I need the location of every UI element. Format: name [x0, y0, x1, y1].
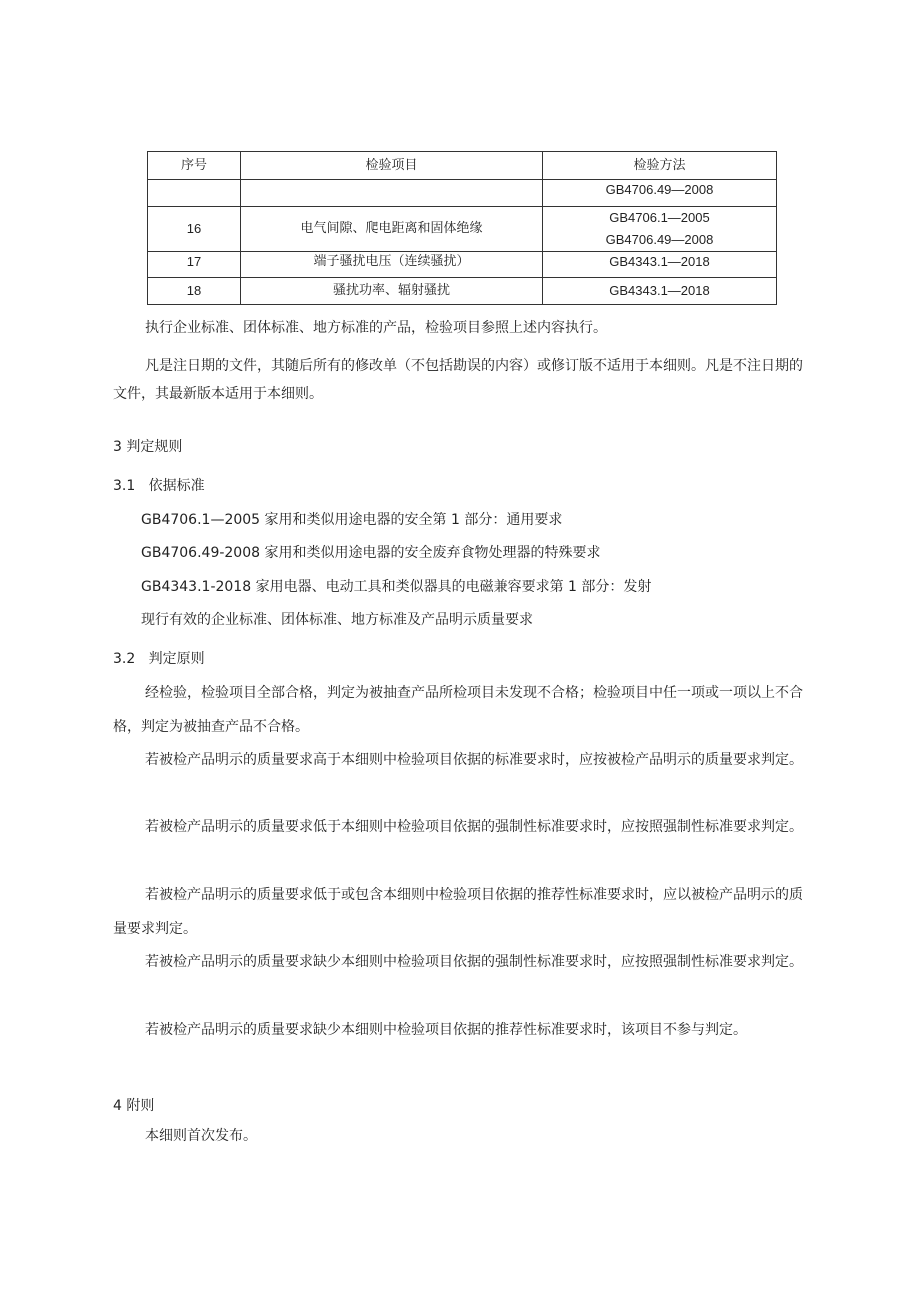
standard-item: GB4706.49-2008 家用和类似用途电器的安全废弃食物处理器的特殊要求	[141, 545, 601, 561]
cell-item: 骚扰功率、辐射骚扰	[241, 278, 543, 305]
header-item: 检验项目	[241, 152, 543, 180]
cell-no: 16	[148, 207, 241, 252]
cell-method	[543, 278, 777, 305]
inspection-table	[147, 151, 777, 305]
cell-no	[148, 180, 241, 207]
cell-no: 17	[148, 252, 241, 278]
method-line: GB4343.1—2018	[609, 254, 710, 269]
cell-item: 电气间隙、爬电距离和固体绝缘	[241, 207, 543, 252]
standard-item: GB4706.1—2005 家用和类似用途电器的安全第 1 部分：通用要求	[141, 512, 563, 528]
table-row	[148, 207, 777, 252]
cell-no: 18	[148, 278, 241, 305]
dated-docs-paragraph: 凡是注日期的文件，其随后所有的修改单（不包括勘误的内容）或修订版不适用于本细则。凡是不注日期的文件，其最新版本适用于本细则。	[113, 358, 803, 402]
table-row	[148, 180, 777, 207]
method-line: GB4706.49—2008	[605, 232, 714, 247]
standard-item: GB4343.1-2018 家用电器、电动工具和类似器具的电磁兼容要求第 1 部分：发射	[141, 579, 652, 595]
cell-method	[543, 252, 777, 278]
section-4-title: 4 附则	[113, 1098, 155, 1114]
cell-item: 端子骚扰电压（连续骚扰）	[241, 252, 543, 278]
section-3-title: 3 判定规则	[113, 439, 183, 455]
principle-paragraph: 若被检产品明示的质量要求缺少本细则中检验项目依据的推荐性标准要求时，该项目不参与判定。	[145, 1022, 747, 1038]
principle-paragraph: 若被检产品明示的质量要求缺少本细则中检验项目依据的强制性标准要求时，应按照强制性标准要求判定。	[145, 954, 803, 970]
principle-paragraph: 若被检产品明示的质量要求低于或包含本细则中检验项目依据的推荐性标准要求时，应以被检产品明示的质量要求判定。	[113, 887, 803, 937]
standard-item: 现行有效的企业标准、团体标准、地方标准及产品明示质量要求	[141, 612, 533, 628]
section-3-1-title: 3.1 依据标准	[113, 478, 205, 494]
principle-paragraph: 若被检产品明示的质量要求高于本细则中检验项目依据的标准要求时，应按被检产品明示的质量要求判定。	[145, 752, 803, 768]
principle-paragraph: 经检验，检验项目全部合格，判定为被抽查产品所检项目未发现不合格；检验项目中任一项或一项以上不合格，判定为被抽查产品不合格。	[113, 685, 803, 735]
table-header-row	[148, 152, 777, 180]
header-method: 检验方法	[543, 152, 777, 180]
header-no: 序号	[148, 152, 241, 180]
cell-method	[543, 180, 777, 207]
method-line: GB4706.1—2005	[609, 210, 710, 225]
method-line: GB4706.49—2008	[605, 182, 714, 197]
table-row	[148, 252, 777, 278]
table-row	[148, 278, 777, 305]
method-line: GB4343.1—2018	[609, 283, 710, 298]
principle-paragraph: 若被检产品明示的质量要求低于本细则中检验项目依据的强制性标准要求时，应按照强制性标准要求判定。	[145, 819, 803, 835]
cell-method	[543, 207, 777, 252]
section-3-2-title: 3.2 判定原则	[113, 651, 205, 667]
section-4-text: 本细则首次发布。	[145, 1128, 257, 1144]
cell-item	[241, 180, 543, 207]
exec-paragraph: 执行企业标准、团体标准、地方标准的产品，检验项目参照上述内容执行。	[145, 320, 607, 336]
